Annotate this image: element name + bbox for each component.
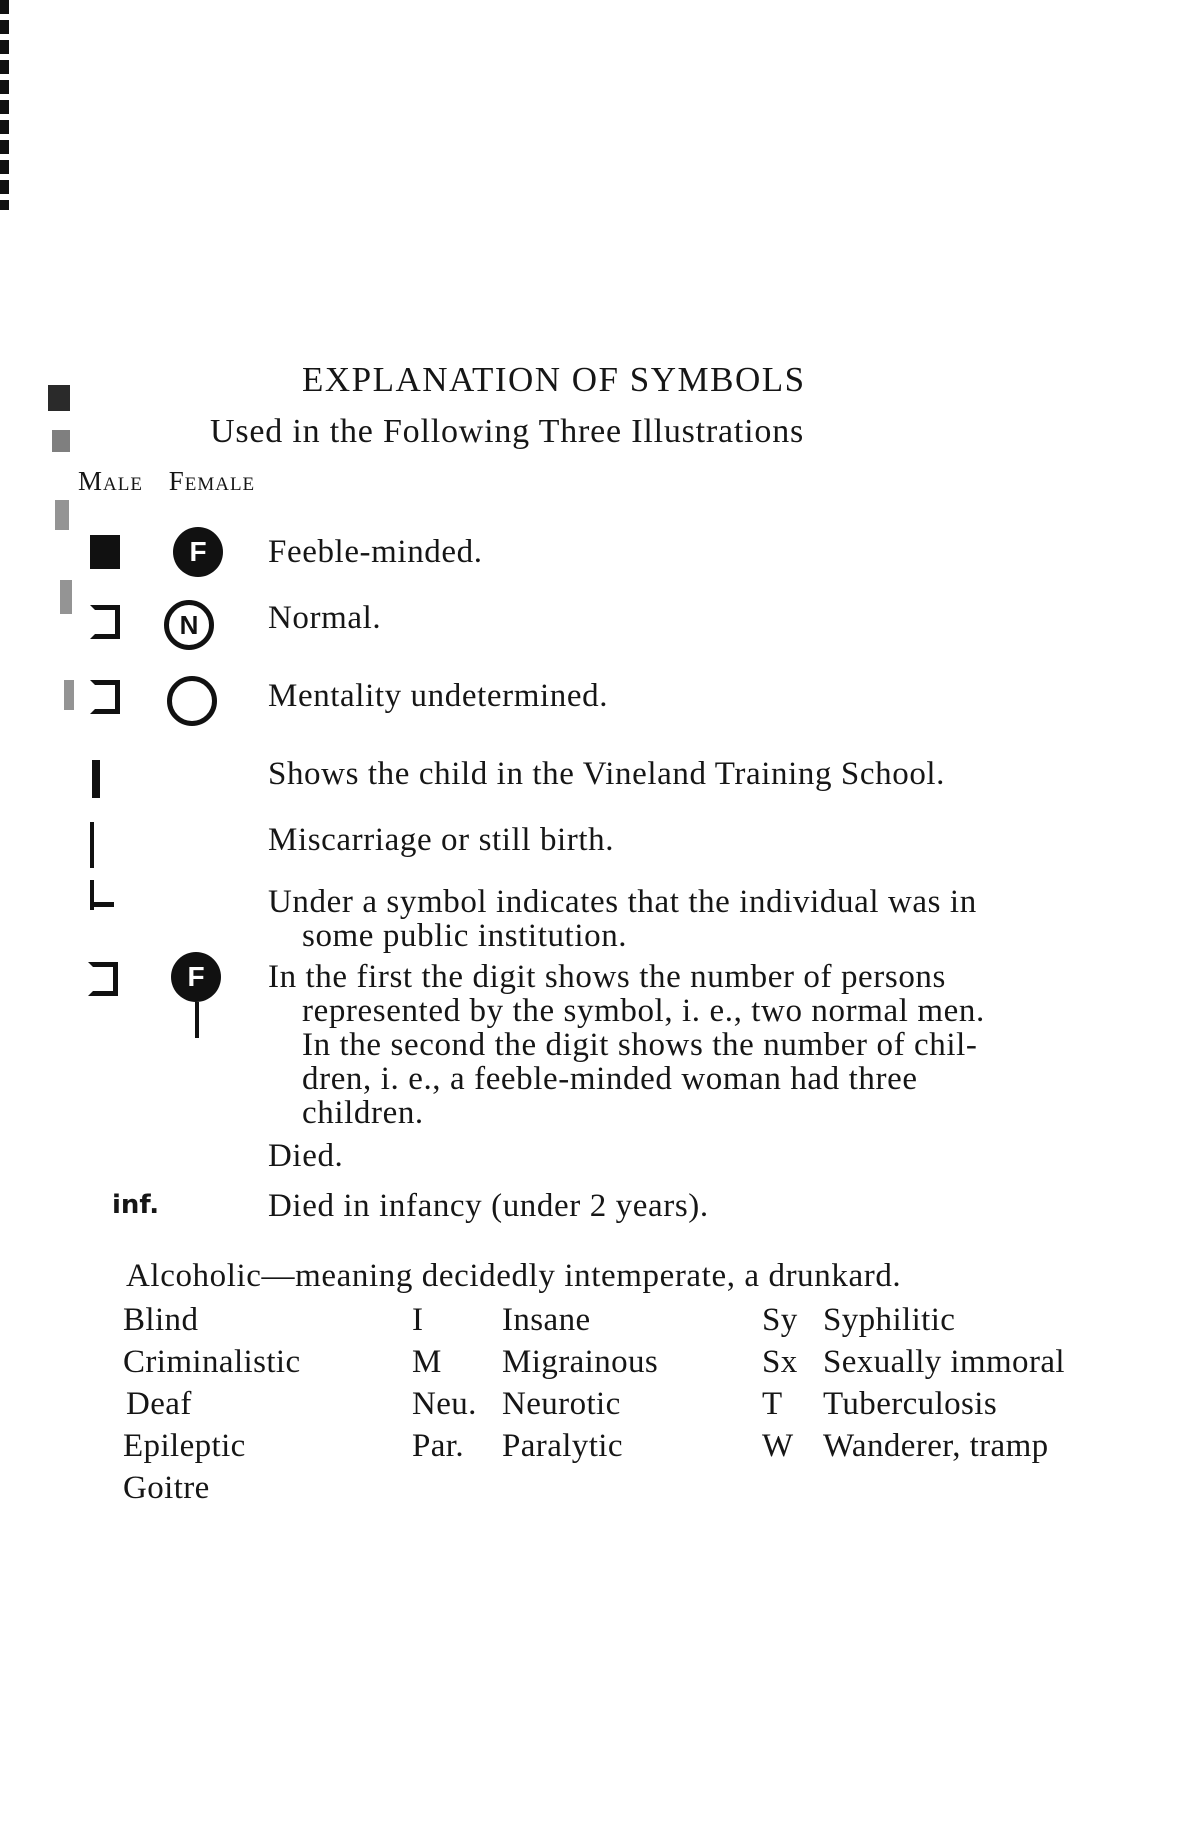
children-line-symbol	[195, 1002, 199, 1038]
abbrev-col3-code: T	[762, 1386, 783, 1422]
page-subtitle: Used in the Following Three Illustrations	[210, 413, 805, 450]
column-header-male: Male	[78, 466, 143, 496]
abbrev-col1-item: Blind	[123, 1302, 199, 1338]
male-undetermined-symbol	[90, 680, 120, 714]
abbrev-col3-term: Sexually immoral	[823, 1344, 1065, 1380]
abbrev-col2-term: Insane	[502, 1302, 591, 1338]
abbrev-col3-code: Sy	[762, 1302, 798, 1338]
legend-vineland: Shows the child in the Vineland Training School.	[268, 756, 946, 792]
page-title: EXPLANATION OF SYMBOLS	[302, 360, 806, 399]
symbol-letter-f: F	[189, 536, 207, 567]
legend-died: Died.	[268, 1138, 344, 1174]
symbol-letter-f: F	[187, 961, 205, 992]
legend-mentality-undetermined: Mentality undetermined.	[268, 678, 609, 714]
digit-line-5: children.	[302, 1095, 424, 1131]
symbol-letter-n: N	[179, 609, 199, 640]
female-feeble-minded-symbol	[173, 527, 223, 577]
abbrev-col2-term: Migrainous	[502, 1344, 659, 1380]
abbrev-col1-item: Criminalistic	[123, 1344, 301, 1380]
scan-speck	[55, 500, 69, 530]
abbrev-col1-item: Epileptic	[123, 1428, 246, 1464]
scan-speck	[48, 385, 70, 411]
abbrev-col1-item: Deaf	[126, 1386, 192, 1422]
legend-institution	[268, 885, 1113, 953]
legend-normal: Normal.	[268, 600, 382, 636]
female-undetermined-symbol	[167, 676, 217, 726]
legend-died-infancy: Died in infancy (under 2 years).	[268, 1188, 709, 1224]
abbrev-col1-item: Goitre	[123, 1470, 210, 1506]
institution-line-1: Under a symbol indicates that the individual was in	[268, 884, 977, 920]
abbrev-col3-term: Wanderer, tramp	[823, 1428, 1049, 1464]
male-normal-symbol	[90, 605, 120, 639]
institution-symbol-bar	[90, 902, 114, 907]
abbrev-col2-code: Par.	[412, 1428, 465, 1464]
abbrev-col3-term: Tuberculosis	[823, 1386, 998, 1422]
abbrev-col2-code: Neu.	[412, 1386, 477, 1422]
female-normal-symbol	[164, 600, 214, 650]
institution-line-2: some public institution.	[302, 918, 628, 954]
miscarriage-symbol	[90, 822, 94, 868]
scan-speck	[52, 430, 70, 452]
legend-feeble-minded: Feeble-minded.	[268, 534, 483, 570]
abbrev-col2-code: I	[412, 1302, 424, 1338]
column-header-female: Female	[168, 466, 256, 496]
digit-line-1: In the first the digit shows the number of persons	[268, 959, 946, 995]
digit-line-4: dren, i. e., a feeble-minded woman had three	[302, 1061, 918, 1097]
vineland-child-symbol	[92, 760, 100, 798]
scan-speck	[60, 580, 72, 614]
abbrev-col3-code: Sx	[762, 1344, 798, 1380]
scan-speck	[64, 680, 74, 710]
digit-line-2: represented by the symbol, i. e., two normal men.	[302, 993, 985, 1029]
female-feeble-minded-with-children-symbol	[171, 952, 221, 1002]
abbrev-col2-term: Paralytic	[502, 1428, 623, 1464]
alcoholic-definition: Alcoholic—meaning decidedly intemperate, a drunkard.	[126, 1258, 902, 1294]
legend-miscarriage: Miscarriage or still birth.	[268, 822, 615, 858]
infancy-abbreviation: inf.	[112, 1190, 160, 1220]
abbrev-col3-term: Syphilitic	[823, 1302, 956, 1338]
male-two-normal-symbol	[88, 962, 118, 996]
abbrev-col2-code: M	[412, 1344, 442, 1380]
legend-digit-explanation	[268, 960, 1113, 1130]
scan-edge-artifact	[0, 0, 9, 210]
column-headers	[78, 466, 273, 497]
male-feeble-minded-symbol	[90, 535, 120, 569]
digit-line-3: In the second the digit shows the number of chil-	[302, 1027, 978, 1063]
abbrev-col3-code: W	[762, 1428, 794, 1464]
abbrev-col2-term: Neurotic	[502, 1386, 621, 1422]
